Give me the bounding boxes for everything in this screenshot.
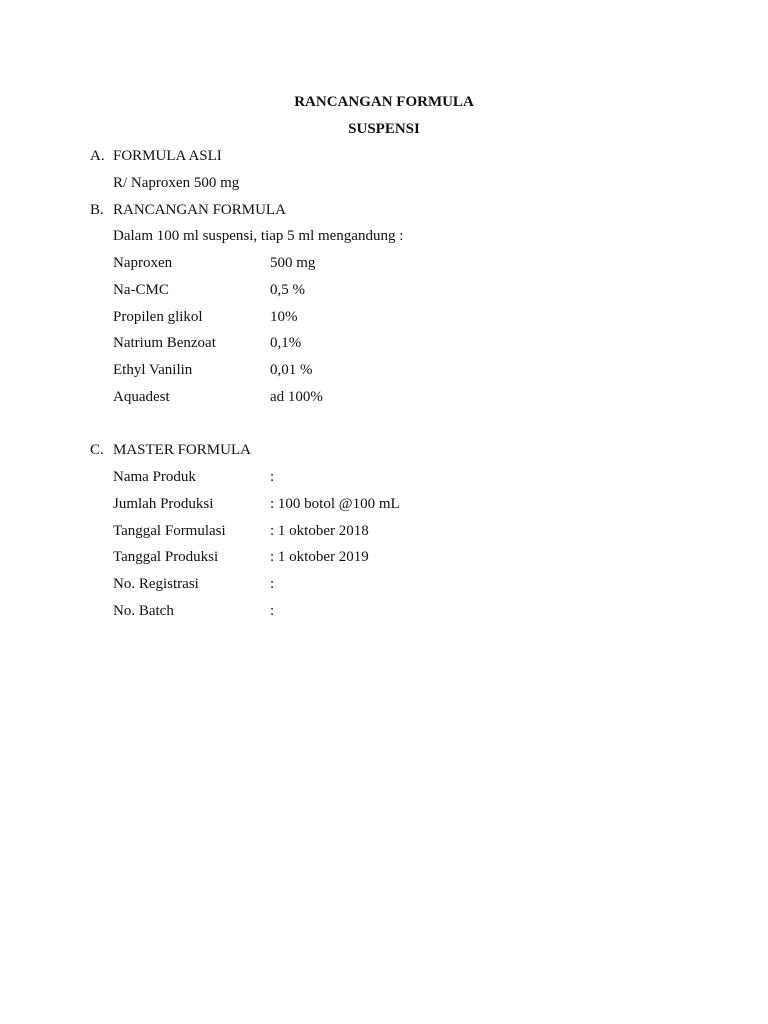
ingredient-name: Aquadest [113, 389, 170, 405]
master-field-label: No. Registrasi [113, 576, 199, 592]
ingredient-name: Ethyl Vanilin [113, 362, 193, 378]
ingredient-name: Naproxen [113, 255, 173, 271]
master-field-value: : [270, 603, 275, 619]
master-field-label: Nama Produk [113, 469, 196, 485]
ingredient-amount: 0,5 % [270, 282, 305, 298]
ingredient-amount: 500 mg [270, 255, 316, 271]
section-a-heading: FORMULA ASLI [113, 148, 222, 164]
ingredient-amount: 0,1% [270, 335, 302, 351]
ingredient-amount: 10% [270, 309, 298, 325]
section-c-heading: MASTER FORMULA [113, 442, 251, 458]
section-a-marker: A. [90, 148, 105, 164]
section-a-text: R/ Naproxen 500 mg [113, 175, 240, 191]
master-field-value: : [270, 469, 275, 485]
document-title: RANCANGAN FORMULA [294, 94, 474, 110]
master-field-label: Jumlah Produksi [113, 496, 214, 512]
ingredient-name: Propilen glikol [113, 309, 203, 325]
master-field-label: No. Batch [113, 603, 174, 619]
master-field-value: : 1 oktober 2019 [270, 549, 369, 565]
section-b-heading: RANCANGAN FORMULA [113, 202, 286, 218]
ingredient-name: Na-CMC [113, 282, 169, 298]
ingredient-amount: 0,01 % [270, 362, 313, 378]
ingredient-amount: ad 100% [270, 389, 323, 405]
master-field-value: : [270, 576, 275, 592]
section-b-marker: B. [90, 202, 104, 218]
master-field-value: : 1 oktober 2018 [270, 523, 369, 539]
master-field-value: : 100 botol @100 mL [270, 496, 400, 512]
section-c-marker: C. [90, 442, 104, 458]
master-field-label: Tanggal Formulasi [113, 523, 226, 539]
ingredient-name: Natrium Benzoat [113, 335, 216, 351]
master-field-label: Tanggal Produksi [113, 549, 219, 565]
document-subtitle: SUSPENSI [348, 121, 420, 137]
section-b-intro: Dalam 100 ml suspensi, tiap 5 ml mengandung : [113, 228, 404, 244]
